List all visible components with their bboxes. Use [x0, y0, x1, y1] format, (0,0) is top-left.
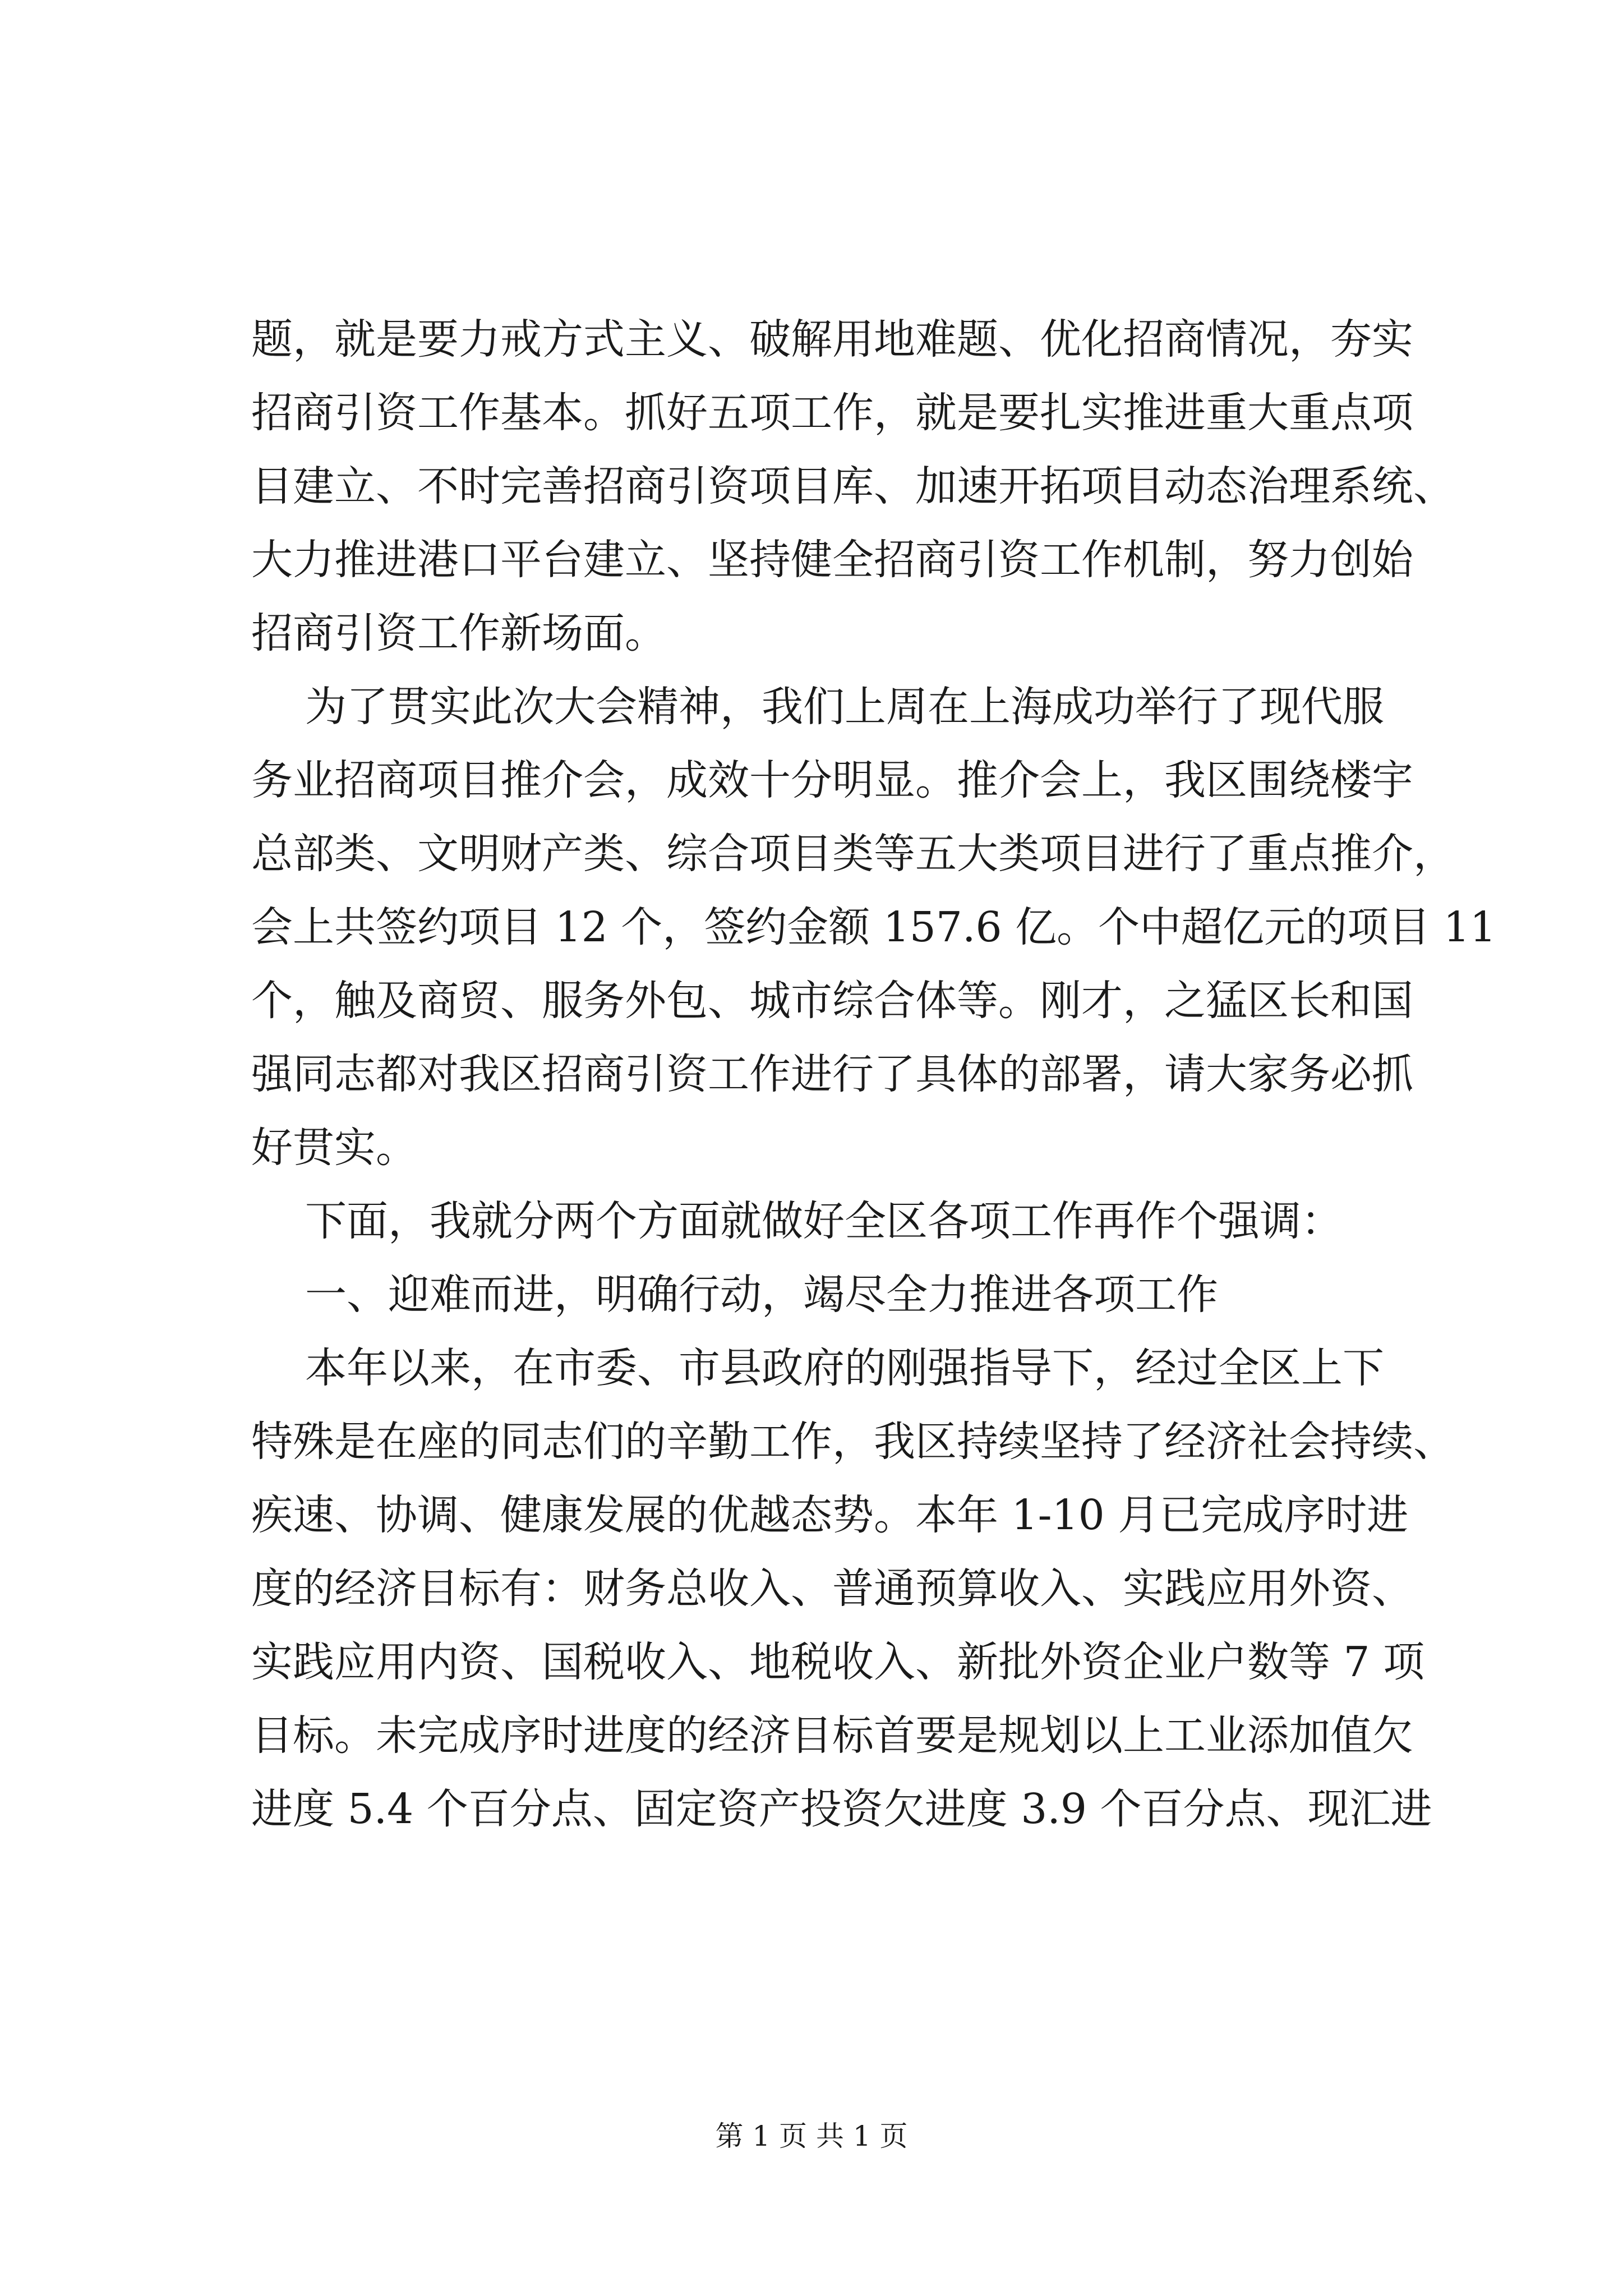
text-line: 好贯实。: [251, 1124, 417, 1172]
text-line: 总部类、文明财产类、综合项目类等五大类项目进行了重点推介，: [251, 830, 1455, 878]
text-line: 务业招商项目推介会，成效十分明显。推介会上，我区围绕楼宇: [251, 756, 1413, 804]
text-line: 本年以来，在市委、市县政府的刚强指导下，经过全区上下: [305, 1344, 1384, 1392]
section-heading: 一、迎难而进，明确行动，竭尽全力推进各项工作: [305, 1271, 1218, 1319]
text-line: 招商引资工作基本。抓好五项工作，就是要扎实推进重大重点项: [251, 389, 1413, 437]
text-line: 大力推进港口平台建立、坚持健全招商引资工作机制，努力创始: [251, 536, 1413, 584]
page-footer: 第 1 页 共 1 页: [715, 2120, 908, 2152]
text-line: 实践应用内资、国税收入、地税收入、新批外资企业户数等 7 项: [251, 1638, 1425, 1686]
text-line: 目标。未完成序时进度的经济目标首要是规划以上工业添加值欠: [251, 1711, 1413, 1760]
text-line: 强同志都对我区招商引资工作进行了具体的部署，请大家务必抓: [251, 1050, 1413, 1098]
text-line: 疾速、协调、健康发展的优越态势。本年 1-10 月已完成序时进: [251, 1491, 1409, 1539]
text-line: 目建立、不时完善招商引资项目库、加速开拓项目动态治理系统、: [251, 462, 1455, 510]
text-line: 进度 5.4 个百分点、固定资产投资欠进度 3.9 个百分点、现汇进: [251, 1785, 1432, 1833]
document-body: [251, 303, 1496, 1846]
text-line: 个，触及商贸、服务外包、城市综合体等。刚才，之猛区长和国: [251, 977, 1413, 1025]
text-line: 度的经济目标有：财务总收入、普通预算收入、实践应用外资、: [251, 1565, 1413, 1613]
text-line: 下面，我就分两个方面就做好全区各项工作再作个强调：: [305, 1197, 1343, 1245]
text-line: 为了贯实此次大会精神，我们上周在上海成功举行了现代服: [305, 683, 1384, 731]
text-line: 题，就是要力戒方式主义、破解用地难题、优化招商情况，夯实: [251, 315, 1413, 364]
text-line: 招商引资工作新场面。: [251, 609, 666, 657]
text-line: 特殊是在座的同志们的辛勤工作，我区持续坚持了经济社会持续、: [251, 1418, 1455, 1466]
text-line: 会上共签约项目 12 个，签约金额 157.6 亿。个中超亿元的项目 11: [251, 903, 1496, 951]
